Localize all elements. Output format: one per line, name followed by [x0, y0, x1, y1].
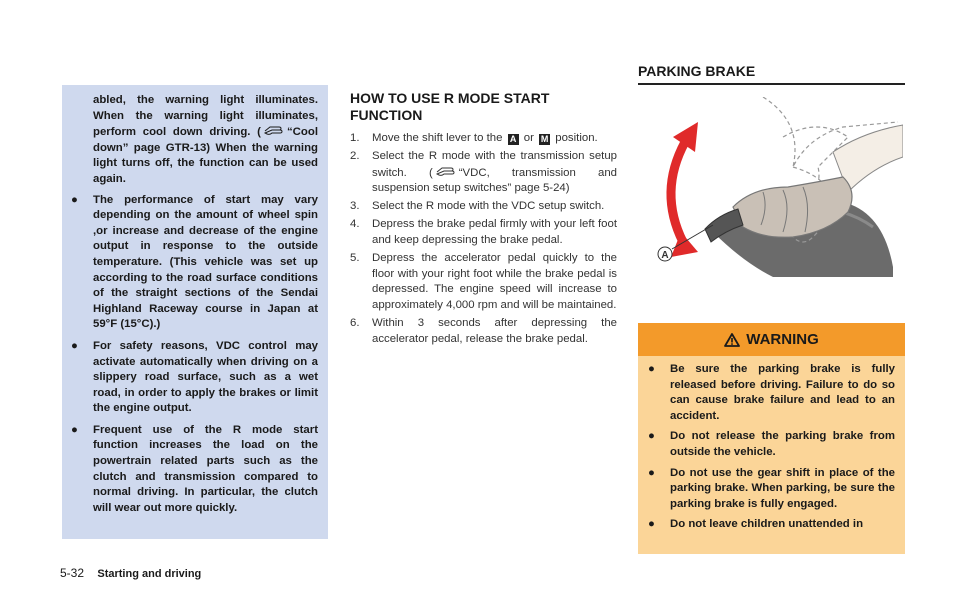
- step-number: 4.: [350, 218, 360, 231]
- step-text: Select the R mode with the VDC setup switch.: [372, 200, 605, 213]
- step-number: 1.: [350, 132, 360, 144]
- note-lead-ref: “Cool down” page GTR-13): [93, 126, 318, 154]
- warning-header: [638, 323, 905, 356]
- bullet-icon: ●: [648, 363, 655, 375]
- warning-item: [638, 429, 895, 460]
- warning-item: [638, 517, 895, 533]
- note-bullet-item: [62, 193, 318, 333]
- parking-brake-section: [638, 62, 905, 85]
- step-text: Move the shift lever to the: [372, 132, 503, 144]
- note-bullet-text: For safety reasons, VDC control may activate automatically when driving on a slippery road surface, such as a wet road, in order to apply the brakes or limit the engine output.: [93, 339, 318, 415]
- warning-item: [638, 466, 895, 513]
- note-box: [62, 85, 328, 539]
- warning-box: [638, 323, 905, 554]
- step-number: 2.: [350, 150, 360, 163]
- step-item: [350, 316, 617, 347]
- note-bullet-item: [62, 423, 318, 517]
- warning-list: [638, 356, 905, 533]
- step-item: [350, 199, 617, 215]
- note-lead-text: abled, the warning light illuminates. When the warning light illuminates, perform cool down driving. (: [93, 94, 318, 139]
- warning-text: Be sure the parking brake is fully released before driving. Failure to do so can cause brake failure and lead to an accident.: [670, 363, 895, 422]
- manual-mode-badge-icon: M: [540, 134, 549, 144]
- bullet-icon: ●: [648, 430, 655, 443]
- warning-item: [638, 362, 895, 424]
- warning-title: WARNING: [746, 331, 819, 348]
- step-number: 5.: [350, 252, 360, 265]
- r-mode-heading: HOW TO USE R MODE START FUNCTION: [350, 90, 550, 123]
- page-footer: [60, 566, 201, 580]
- warning-text: Do not leave children unattended in: [670, 518, 864, 531]
- bullet-icon: ●: [648, 466, 655, 479]
- step-item: [350, 251, 617, 313]
- step-number: 6.: [350, 317, 360, 330]
- warning-triangle-icon: [724, 333, 740, 347]
- auto-mode-badge-icon: A: [508, 134, 519, 145]
- note-lead-paragraph: [62, 93, 318, 188]
- step-text: Within 3 seconds after depressing the accelerator pedal, release the brake pedal.: [372, 317, 617, 345]
- motion-arc: [671, 142, 685, 242]
- bullet-icon: ●: [71, 193, 78, 206]
- callout-label: A: [661, 250, 669, 261]
- step-text: or: [523, 132, 534, 144]
- step-reference: “VDC, transmission and suspension setup switches” page 5-24): [372, 166, 617, 195]
- parking-brake-heading: PARKING BRAKE: [638, 62, 905, 85]
- parking-brake-illustration: [643, 97, 903, 277]
- chapter-title: Starting and driving: [97, 568, 202, 580]
- step-item: [350, 131, 617, 147]
- note-bullet-list: [62, 193, 318, 517]
- reference-hand-icon: [436, 165, 456, 177]
- warning-text: Do not use the gear shift in place of the parking brake. When parking, be sure the parking brake is fully engaged.: [670, 466, 895, 510]
- note-lead-tail: When the warning light turns off, the function can be used again.: [93, 141, 318, 185]
- bullet-icon: ●: [71, 339, 78, 352]
- step-item: [350, 149, 617, 197]
- note-bullet-item: [62, 339, 318, 417]
- step-text: Depress the accelerator pedal quickly to the floor with your right foot while the brake pedal is depressed. The engine speed will increase to approximately 4,000 rpm and will be maintained.: [372, 252, 617, 311]
- r-mode-steps: [350, 131, 617, 347]
- r-mode-section: [350, 90, 617, 350]
- step-text: Depress the brake pedal firmly with your left foot and keep depressing the brake pedal.: [372, 218, 617, 247]
- bullet-icon: ●: [71, 423, 78, 436]
- step-text: Select the R mode with the transmission setup switch. (: [372, 150, 617, 179]
- step-item: [350, 217, 617, 248]
- step-text: position.: [555, 132, 598, 144]
- step-number: 3.: [350, 200, 360, 213]
- bullet-icon: ●: [648, 518, 655, 531]
- note-bullet-text: The performance of start may vary depending on the amount of wheel spin ,or increase and decrease of the engine output in response to the outside temperature. (This vehicle was set up according to the road surface conditions of the straight sections of the Sendai Highland Raceway course in Japan at 59°F (15°C).): [93, 193, 318, 331]
- note-bullet-text: Frequent use of the R mode start function increases the load on the powertrain related parts such as the clutch and transmission compared to normal driving. In particular, the clutch will wear out more quickly.: [93, 423, 318, 514]
- warning-text: Do not release the parking brake from outside the vehicle.: [670, 430, 895, 458]
- reference-hand-icon: [264, 124, 284, 136]
- page-number: 5-32: [60, 566, 85, 580]
